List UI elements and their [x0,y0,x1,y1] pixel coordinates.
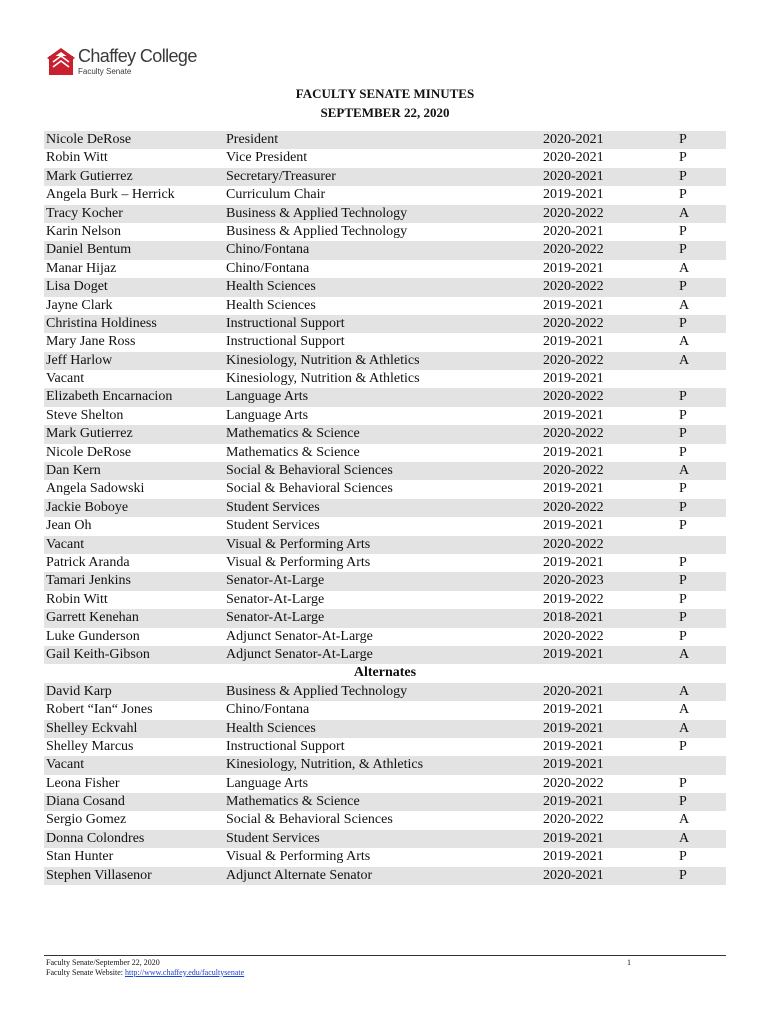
attendance-mark: P [679,591,687,607]
senator-row [44,333,726,351]
senator-row [44,205,726,223]
member-area: Health Sciences [226,279,316,295]
senator-row [44,444,726,462]
senator-row [44,517,726,535]
senator-row [44,591,726,609]
member-name: Shelley Eckvahl [46,720,138,736]
member-term: 2020-2022 [543,499,604,515]
attendance-mark: P [679,518,687,534]
member-name: Angela Burk – Herrick [46,187,175,203]
member-name: Christina Holdiness [46,315,157,331]
member-area: Adjunct Senator-At-Large [226,646,373,662]
alternate-row [44,793,726,811]
attendance-mark: P [679,223,687,239]
member-area: Visual & Performing Arts [226,554,371,570]
alternate-row [44,701,726,719]
attendance-mark: P [679,150,687,166]
footer-divider [44,955,726,956]
member-term: 2019-2021 [543,794,604,810]
member-area: Senator-At-Large [226,610,325,626]
member-term: 2020-2023 [543,573,604,589]
attendance-mark: P [679,628,687,644]
member-area: Secretary/Treasurer [226,168,336,184]
logo-subtitle: Faculty Senate [78,67,132,76]
senator-row [44,646,726,664]
member-term: 2020-2022 [543,205,604,221]
member-area: Kinesiology, Nutrition & Athletics [226,352,420,368]
attendance-mark: A [679,334,690,350]
attendance-mark: A [679,297,690,313]
member-term: 2020-2021 [543,223,604,239]
member-area: Adjunct Alternate Senator [226,867,373,883]
senator-row [44,223,726,241]
member-area: Instructional Support [226,738,345,754]
document-title: FACULTY SENATE MINUTES [295,86,475,101]
member-area: Student Services [226,518,320,534]
attendance-mark: P [679,187,687,203]
attendance-mark: P [679,610,687,626]
member-term: 2020-2021 [543,867,604,883]
member-term: 2019-2021 [543,481,604,497]
attendance-mark: P [679,867,687,883]
member-name: Patrick Aranda [46,554,130,570]
member-area: Health Sciences [226,720,316,736]
member-area: Social & Behavioral Sciences [226,463,393,479]
member-area: Language Arts [226,389,309,405]
member-name: Mark Gutierrez [46,426,133,442]
attendance-mark: P [679,389,687,405]
member-area: Visual & Performing Arts [226,536,371,552]
member-name: Nicole DeRose [46,444,132,460]
member-area: Instructional Support [226,315,345,331]
member-area: Visual & Performing Arts [226,849,371,865]
attendance-mark: P [679,794,687,810]
member-term: 2019-2021 [543,297,604,313]
attendance-mark: P [679,481,687,497]
member-term: 2019-2021 [543,518,604,534]
alternates-heading: Alternates [353,665,417,681]
attendance-mark: P [679,132,687,147]
chaffey-logo-icon [47,46,75,76]
member-term: 2020-2022 [543,315,604,331]
member-term: 2019-2021 [543,371,604,387]
member-name: Garrett Kenehan [46,610,139,626]
member-name: Shelley Marcus [46,738,134,754]
document-heading [0,84,770,122]
senator-row [44,407,726,425]
document-date: SEPTEMBER 22, 2020 [320,105,450,120]
member-term: 2019-2021 [543,849,604,865]
member-name: Luke Gunderson [46,628,140,644]
alternate-row [44,848,726,866]
attendance-mark: P [679,499,687,515]
senator-row [44,572,726,590]
member-area: Social & Behavioral Sciences [226,812,393,828]
member-name: Nicole DeRose [46,132,132,147]
alternate-row [44,683,726,701]
logo-name: Chaffey College [78,46,197,66]
senator-row [44,131,726,149]
attendance-mark: P [679,315,687,331]
alternate-row [44,756,726,774]
alternate-row [44,738,726,756]
member-term: 2019-2021 [543,334,604,350]
senator-row [44,628,726,646]
attendance-mark: P [679,573,687,589]
member-term: 2020-2022 [543,242,604,258]
member-area: Language Arts [226,775,309,791]
member-name: Stan Hunter [46,849,114,865]
member-name: Jeff Harlow [46,352,113,368]
member-name: Vacant [46,536,85,552]
attendance-mark: A [679,830,690,846]
member-area: Social & Behavioral Sciences [226,481,393,497]
member-name: Gail Keith-Gibson [46,646,150,662]
member-area: Chino/Fontana [226,242,310,258]
senator-row [44,480,726,498]
senator-row [44,315,726,333]
member-area: Mathematics & Science [226,794,360,810]
member-area: Business & Applied Technology [226,205,408,221]
member-area: Language Arts [226,407,309,423]
member-area: Business & Applied Technology [226,223,408,239]
attendance-mark: A [679,205,690,221]
member-name: Dan Kern [46,463,101,479]
member-term: 2020-2021 [543,132,604,147]
senator-row [44,499,726,517]
member-term: 2020-2022 [543,812,604,828]
attendance-mark: A [679,646,690,662]
member-term: 2019-2021 [543,738,604,754]
member-term: 2019-2021 [543,830,604,846]
member-name: Steve Shelton [46,407,124,423]
senator-row [44,388,726,406]
senator-row [44,536,726,554]
attendance-mark: A [679,463,690,479]
member-area: Mathematics & Science [226,444,360,460]
alternate-row [44,830,726,848]
senator-row [44,186,726,204]
attendance-mark: P [679,849,687,865]
member-term: 2020-2021 [543,150,604,166]
member-name: Diana Cosand [46,794,125,810]
member-area: Senator-At-Large [226,573,325,589]
footer-website-line [46,968,244,978]
senator-row [44,260,726,278]
alternate-row [44,811,726,829]
member-area: Chino/Fontana [226,702,310,718]
member-area: Chino/Fontana [226,260,310,276]
member-term: 2020-2021 [543,683,604,699]
member-area: Mathematics & Science [226,426,360,442]
faculty-senate-link[interactable]: http://www.chaffey.edu/facultysenate [124,967,245,977]
member-name: Jean Oh [46,518,92,534]
member-name: Robert “Ian“ Jones [46,702,153,718]
member-name: Jayne Clark [46,297,113,313]
member-name: Leona Fisher [46,775,120,791]
member-term: 2020-2021 [543,168,604,184]
senator-row [44,370,726,388]
member-name: Karin Nelson [46,223,122,239]
member-name: Elizabeth Encarnacion [46,389,173,405]
member-name: Robin Witt [46,591,108,607]
footer-website-label: Faculty Senate Website: [46,967,125,977]
attendance-mark: P [679,168,687,184]
member-name: Vacant [46,371,85,387]
senator-row [44,168,726,186]
member-name: Stephen Villasenor [46,867,152,883]
member-area: Instructional Support [226,334,345,350]
member-name: Angela Sadowski [46,481,145,497]
member-term: 2019-2021 [543,444,604,460]
member-term: 2020-2022 [543,389,604,405]
member-term: 2020-2022 [543,352,604,368]
alternate-row [44,720,726,738]
senator-row [44,297,726,315]
attendance-mark: P [679,242,687,258]
member-term: 2019-2021 [543,646,604,662]
member-name: Jackie Boboye [46,499,129,515]
member-area: President [226,132,279,147]
attendance-mark: P [679,775,687,791]
senator-row [44,241,726,259]
member-term: 2019-2021 [543,702,604,718]
footer-date-line: Faculty Senate/September 22, 2020 [46,958,160,967]
member-area: Senator-At-Large [226,591,325,607]
senator-row [44,278,726,296]
attendance-mark: P [679,279,687,295]
member-area: Kinesiology, Nutrition, & Athletics [226,757,424,773]
senator-row [44,352,726,370]
member-name: Daniel Bentum [46,242,132,258]
member-name: Lisa Doget [46,279,108,295]
member-area: Adjunct Senator-At-Large [226,628,373,644]
attendance-mark: P [679,444,687,460]
member-name: Robin Witt [46,150,108,166]
member-name: Manar Hijaz [46,260,117,276]
member-term: 2020-2022 [543,279,604,295]
member-term: 2018-2021 [543,610,604,626]
member-name: Tamari Jenkins [46,573,131,589]
attendance-mark: P [679,426,687,442]
member-name: Mark Gutierrez [46,168,133,184]
member-name: Donna Colondres [46,830,145,846]
member-name: Sergio Gomez [46,812,127,828]
attendance-mark: A [679,720,690,736]
senator-row [44,149,726,167]
attendance-mark: A [679,352,690,368]
attendance-table [44,131,726,885]
attendance-mark: A [679,260,690,276]
member-term: 2020-2022 [543,426,604,442]
member-area: Student Services [226,830,320,846]
attendance-mark: P [679,554,687,570]
senator-row [44,554,726,572]
senator-row [44,609,726,627]
member-term: 2019-2021 [543,554,604,570]
attendance-mark: A [679,812,690,828]
footer [46,958,244,977]
member-term: 2019-2021 [543,407,604,423]
member-term: 2019-2022 [543,591,604,607]
member-area: Business & Applied Technology [226,683,408,699]
attendance-mark: P [679,407,687,423]
attendance-mark: P [679,738,687,754]
member-area: Health Sciences [226,297,316,313]
member-term: 2020-2022 [543,463,604,479]
alternate-row [44,867,726,885]
member-area: Student Services [226,499,320,515]
alternate-row [44,775,726,793]
member-term: 2019-2021 [543,757,604,773]
member-name: David Karp [46,683,112,699]
chaffey-logo [47,46,197,77]
member-name: Vacant [46,757,85,773]
member-area: Vice President [226,150,308,166]
attendance-mark: A [679,702,690,718]
member-term: 2020-2022 [543,536,604,552]
senator-row [44,462,726,480]
member-name: Tracy Kocher [46,205,123,221]
member-term: 2019-2021 [543,720,604,736]
member-area: Curriculum Chair [226,187,326,203]
page-number: 1 [627,958,631,967]
member-term: 2019-2021 [543,260,604,276]
member-term: 2019-2021 [543,187,604,203]
member-name: Mary Jane Ross [46,334,136,350]
member-term: 2020-2022 [543,628,604,644]
member-area: Kinesiology, Nutrition & Athletics [226,371,420,387]
senator-row [44,425,726,443]
attendance-mark: A [679,683,690,699]
member-term: 2020-2022 [543,775,604,791]
